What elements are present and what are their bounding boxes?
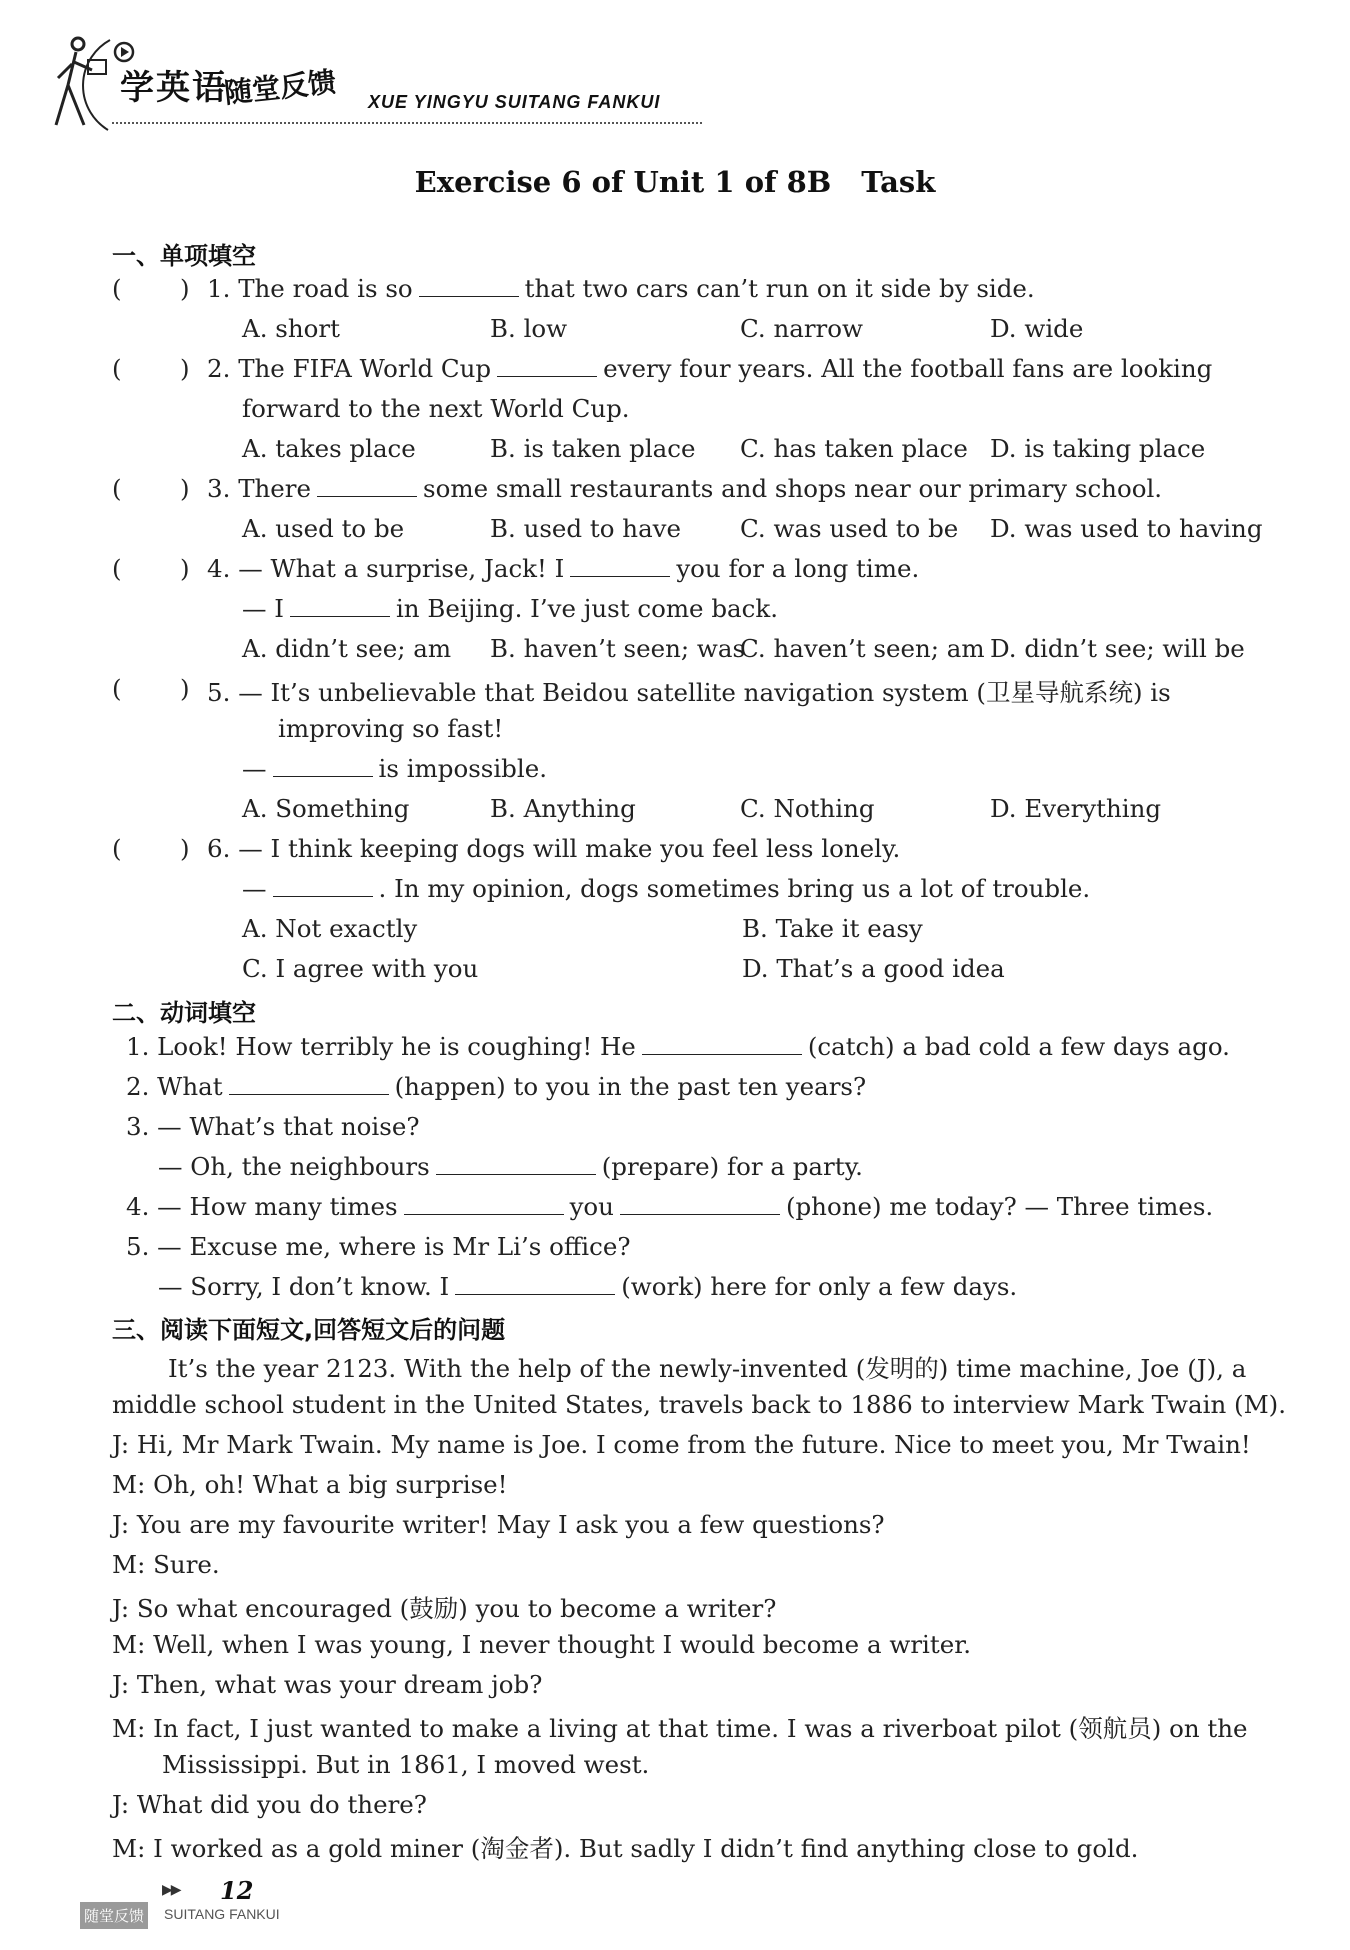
answer-blank[interactable] — [455, 1276, 615, 1295]
q4-option-d: D. didn’t see; will be — [990, 634, 1245, 663]
q1-option-a: A. short — [242, 314, 340, 343]
q1-option-c: C. narrow — [740, 314, 863, 343]
reading-line: M: Sure. — [112, 1550, 220, 1579]
verb-question-3: 3. — What’s that noise? — [126, 1112, 420, 1141]
logo-pinyin: XUE YINGYU SUITANG FANKUI — [368, 92, 661, 112]
q4-option-c: C. haven’t seen; am — [740, 634, 985, 663]
title-task: Task — [861, 165, 936, 199]
q2-option-b: B. is taken place — [490, 434, 696, 463]
verb-question-2: 2. What (happen) to you in the past ten years? — [126, 1072, 867, 1101]
title-main: Exercise 6 of Unit 1 of 8B — [414, 165, 832, 199]
verb-question-5-reply: — Sorry, I don’t know. I (work) here for only a few days. — [158, 1272, 1018, 1301]
verb-question-5: 5. — Excuse me, where is Mr Li’s office? — [126, 1232, 631, 1261]
q3-option-b: B. used to have — [490, 514, 682, 543]
q3-option-a: A. used to be — [242, 514, 405, 543]
footer-pinyin: SUITANG FANKUI — [164, 1906, 280, 1922]
q3-option-d: D. was used to having — [990, 514, 1263, 543]
reading-line: middle school student in the United States, travels back to 1886 to interview Mark Twain (M). — [112, 1390, 1287, 1419]
question-5: 5. — It’s unbelievable that Beidou satellite navigation system (卫星导航系统) is — [207, 678, 1171, 707]
answer-blank[interactable] — [436, 1156, 596, 1175]
logo-main-text: 学英语 — [120, 68, 228, 108]
verb-question-1: 1. Look! How terribly he is coughing! He (catch) a bad cold a few days ago. — [126, 1032, 1230, 1061]
answer-blank[interactable] — [497, 358, 597, 377]
logo-sub-text: 随堂反馈 — [222, 65, 338, 110]
q6-option-c: C. I agree with you — [242, 954, 479, 983]
answer-blank[interactable] — [273, 758, 373, 777]
question-2: 2. The FIFA World Cup every four years. All the football fans are looking — [207, 354, 1213, 383]
question-3: 3. There some small restaurants and shops near our primary school. — [207, 474, 1163, 503]
reading-line: J: Hi, Mr Mark Twain. My name is Joe. I come from the future. Nice to meet you, Mr Twain! — [112, 1430, 1251, 1459]
q6-option-a: A. Not exactly — [242, 914, 418, 943]
q5-option-a: A. Something — [242, 794, 410, 823]
answer-blank[interactable] — [620, 1196, 780, 1215]
page-number: 12 — [220, 1876, 254, 1905]
q4-option-b: B. haven’t seen; was — [490, 634, 746, 663]
reading-line: M: Well, when I was young, I never thought I would become a writer. — [112, 1630, 972, 1659]
q5-option-d: D. Everything — [990, 794, 1162, 823]
reading-line: J: What did you do there? — [112, 1790, 427, 1819]
q4-option-a: A. didn’t see; am — [242, 634, 452, 663]
question-6-reply: — . In my opinion, dogs sometimes bring us a lot of trouble. — [242, 874, 1091, 903]
q5-option-c: C. Nothing — [740, 794, 875, 823]
answer-blank[interactable] — [642, 1036, 802, 1055]
double-arrow-icon: ▶▶ — [162, 1882, 180, 1898]
q1-option-d: D. wide — [990, 314, 1084, 343]
question-1: 1. The road is so that two cars can’t run on it side by side. — [207, 274, 1035, 303]
q6-option-d: D. That’s a good idea — [742, 954, 1005, 983]
section-heading-single-choice: 一、单项填空 — [112, 242, 256, 270]
section-heading-verb-fill: 二、动词填空 — [112, 999, 256, 1027]
answer-blank[interactable] — [317, 478, 417, 497]
page-footer — [80, 1876, 480, 1936]
question-6: 6. — I think keeping dogs will make you feel less lonely. — [207, 834, 901, 863]
q5-option-b: B. Anything — [490, 794, 636, 823]
verb-question-3-reply: — Oh, the neighbours (prepare) for a party. — [158, 1152, 863, 1181]
question-5-reply: — is impossible. — [242, 754, 547, 783]
reading-line: It’s the year 2123. With the help of the newly-invented (发明的) time machine, Joe (J), a — [168, 1354, 1247, 1383]
answer-blank[interactable] — [404, 1196, 564, 1215]
reading-line: J: Then, what was your dream job? — [112, 1670, 543, 1699]
page-header — [48, 30, 698, 140]
reading-line: M: I worked as a gold miner (淘金者). But sadly I didn’t find anything close to gold. — [112, 1834, 1139, 1863]
section-heading-reading: 三、阅读下面短文,回答短文后的问题 — [112, 1316, 506, 1344]
footer-badge: 随堂反馈 — [80, 1902, 148, 1929]
reading-line: J: You are my favourite writer! May I ask you a few questions? — [112, 1510, 885, 1539]
q3-option-c: C. was used to be — [740, 514, 959, 543]
q2-option-c: C. has taken place — [740, 434, 968, 463]
question-4-reply: — I in Beijing. I’ve just come back. — [242, 594, 778, 623]
question-4: 4. — What a surprise, Jack! I you for a long time. — [207, 554, 920, 583]
q1-option-b: B. low — [490, 314, 568, 343]
question-2-continued: forward to the next World Cup. — [242, 394, 630, 423]
reading-line: Mississippi. But in 1861, I moved west. — [162, 1750, 650, 1779]
answer-blank[interactable] — [229, 1076, 389, 1095]
q2-option-a: A. takes place — [242, 434, 416, 463]
answer-blank[interactable] — [290, 598, 390, 617]
answer-blank[interactable] — [273, 878, 373, 897]
reading-line: J: So what encouraged (鼓励) you to become a writer? — [112, 1594, 777, 1623]
answer-blank[interactable] — [419, 278, 519, 297]
q6-option-b: B. Take it easy — [742, 914, 923, 943]
q2-option-d: D. is taking place — [990, 434, 1206, 463]
header-divider — [112, 122, 702, 124]
page-title — [0, 165, 1350, 199]
reading-line: M: Oh, oh! What a big surprise! — [112, 1470, 508, 1499]
question-5-continued: improving so fast! — [278, 714, 504, 743]
reading-line: M: In fact, I just wanted to make a living at that time. I was a riverboat pilot (领航员) on the — [112, 1714, 1248, 1743]
answer-blank[interactable] — [570, 558, 670, 577]
verb-question-4: 4. — How many times you (phone) me today? — Three times. — [126, 1192, 1214, 1221]
